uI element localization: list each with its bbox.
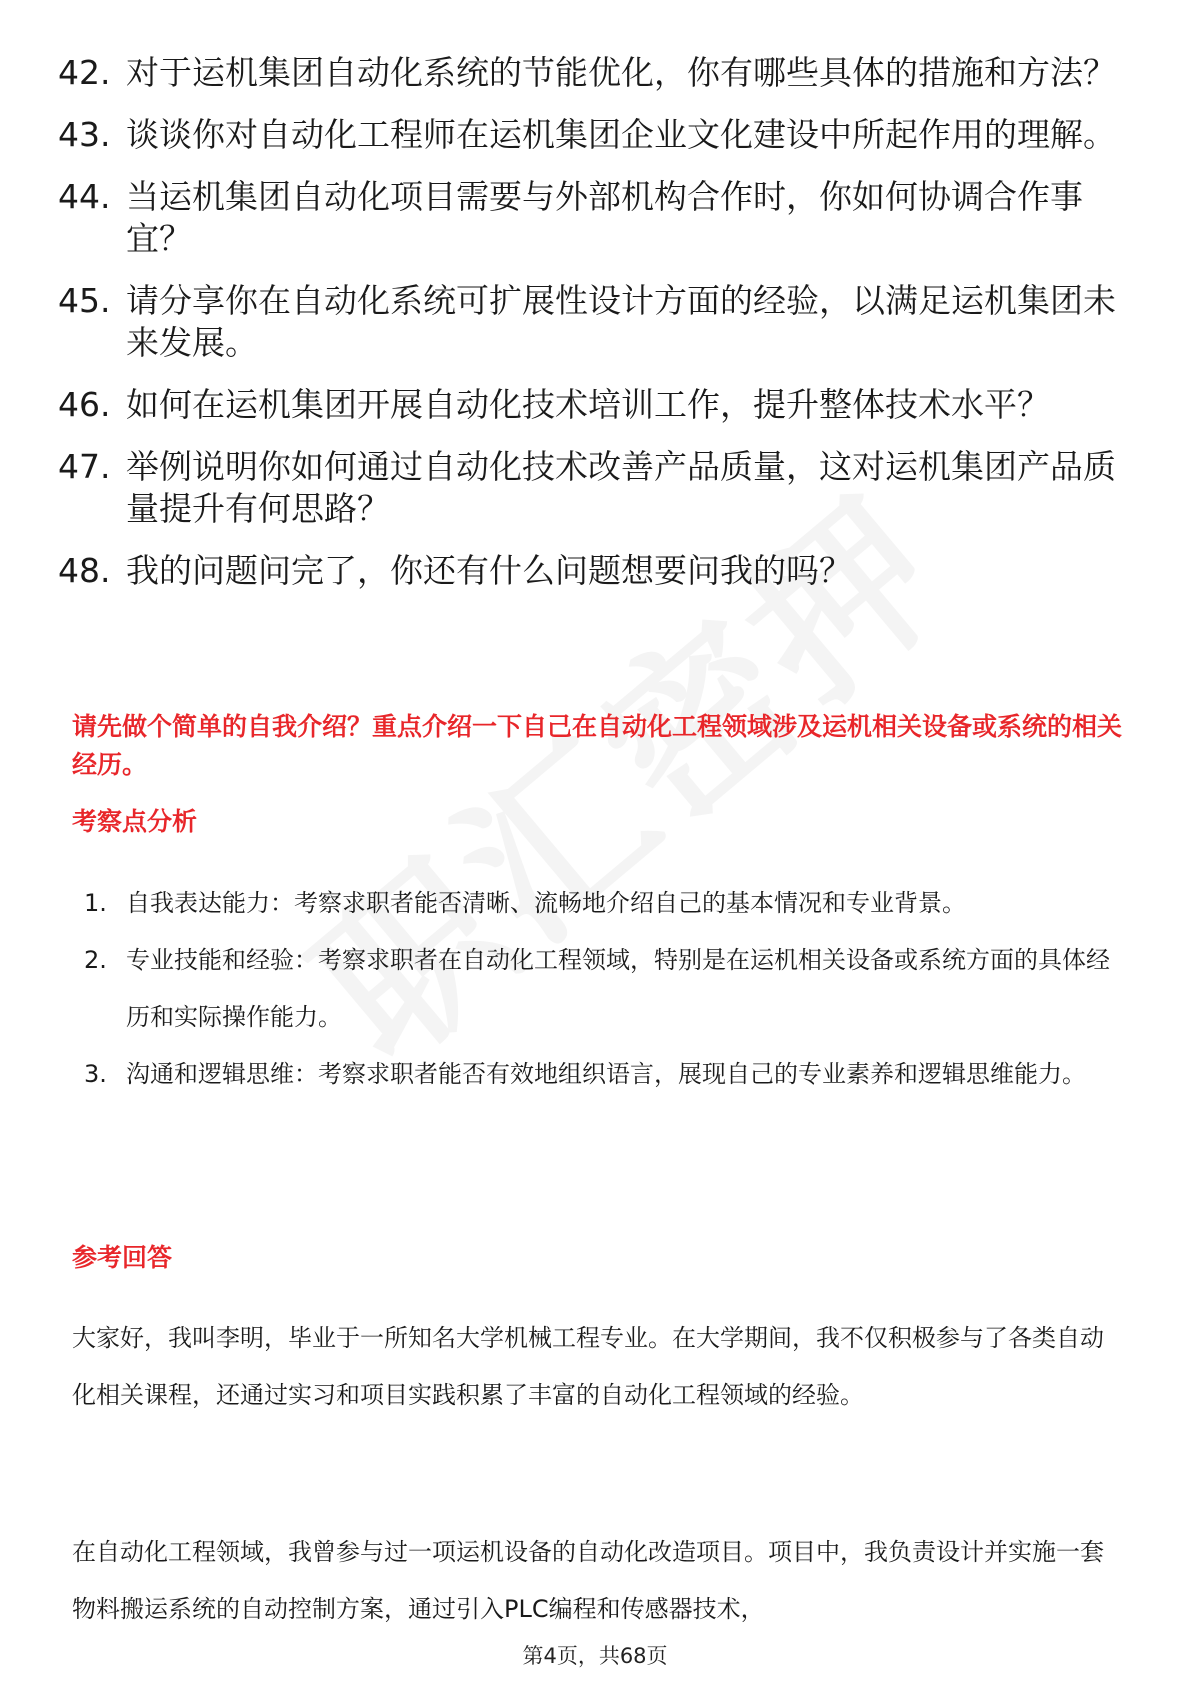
point-number: 1. xyxy=(84,889,107,917)
question-list xyxy=(58,52,1118,612)
reference-answer-heading: 参考回答 xyxy=(72,1243,173,1272)
list-item xyxy=(84,875,1124,932)
question-number: 46. xyxy=(58,385,111,424)
list-item xyxy=(58,446,1118,530)
question-text: 请分享你在自动化系统可扩展性设计方面的经验，以满足运机集团未来发展。 xyxy=(126,281,1116,362)
answer-paragraph: 在自动化工程领域，我曾参与过一项运机设备的自动化改造项目。项目中，我负责设计并实施一套物料搬运系统的自动控制方案，通过引入PLC编程和传感器技术， xyxy=(72,1538,1104,1623)
point-text: 沟通和逻辑思维：考察求职者能否有效地组织语言，展现自己的专业素养和逻辑思维能力。 xyxy=(126,1060,1086,1088)
question-number: 47. xyxy=(58,447,111,486)
list-item xyxy=(84,932,1124,1046)
question-text: 当运机集团自动化项目需要与外部机构合作时，你如何协调合作事宜？ xyxy=(126,177,1083,258)
question-text: 如何在运机集团开展自动化技术培训工作，提升整体技术水平？ xyxy=(126,385,1050,424)
question-number: 44. xyxy=(58,177,111,216)
answer-paragraph: 大家好，我叫李明，毕业于一所知名大学机械工程专业。在大学期间，我不仅积极参与了各类自动化相关课程，还通过实习和项目实践积累了丰富的自动化工程领域的经验。 xyxy=(72,1324,1104,1409)
list-item xyxy=(58,384,1118,426)
point-number: 3. xyxy=(84,1060,107,1088)
question-text: 谈谈你对自动化工程师在运机集团企业文化建设中所起作用的理解。 xyxy=(126,115,1116,154)
analysis-heading: 考察点分析 xyxy=(72,807,198,836)
list-item xyxy=(58,550,1118,592)
question-number: 42. xyxy=(58,53,111,92)
point-number: 2. xyxy=(84,946,107,974)
list-item xyxy=(58,114,1118,156)
question-number: 43. xyxy=(58,115,111,154)
question-number: 45. xyxy=(58,281,111,320)
interview-question-heading: 请先做个简单的自我介绍？重点介绍一下自己在自动化工程领域涉及运机相关设备或系统的相关经历。 xyxy=(72,712,1123,779)
list-item xyxy=(58,280,1118,364)
question-text: 我的问题问完了，你还有什么问题想要问我的吗？ xyxy=(126,551,852,590)
question-text: 对于运机集团自动化系统的节能优化，你有哪些具体的措施和方法？ xyxy=(126,53,1116,92)
question-number: 48. xyxy=(58,551,111,590)
list-item xyxy=(84,1046,1124,1103)
list-item xyxy=(58,176,1118,260)
page-number: 第4页，共68页 xyxy=(522,1644,668,1668)
analysis-points-list xyxy=(84,875,1124,1103)
list-item xyxy=(58,52,1118,94)
point-text: 专业技能和经验：考察求职者在自动化工程领域，特别是在运机相关设备或系统方面的具体经历和实际操作能力。 xyxy=(126,946,1110,1031)
point-text: 自我表达能力：考察求职者能否清晰、流畅地介绍自己的基本情况和专业背景。 xyxy=(126,889,966,917)
question-text: 举例说明你如何通过自动化技术改善产品质量，这对运机集团产品质量提升有何思路？ xyxy=(126,447,1116,528)
